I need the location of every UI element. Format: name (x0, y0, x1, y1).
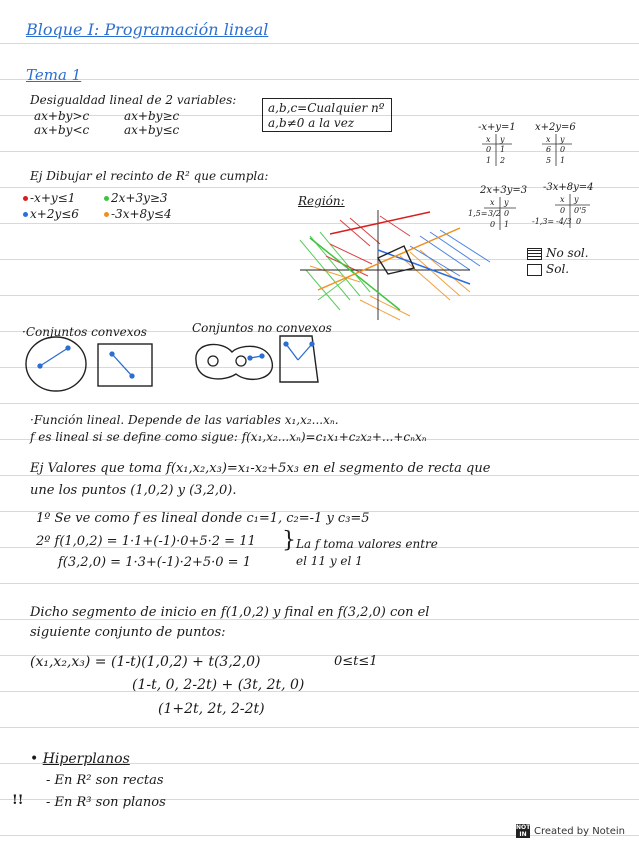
ejemplo2-line-1: Ej Valores que toma f(x₁,x₂,x₃)=x₁-x₂+5x₃ en el segmento de recta que (30, 461, 491, 476)
convex-circle (26, 337, 86, 391)
table-head-x: x (560, 195, 565, 204)
form-2: ax+by≥c (124, 109, 180, 123)
funcion-line-2: f es lineal si se define como sigue: f(x₁,x₂...xₙ)=c₁x₁+c₂x₂+...+cₙxₙ (30, 430, 427, 444)
table-cell: 0 (504, 209, 510, 218)
region-label: Región: (298, 194, 345, 208)
condition-line-1: a,b,c=Cualquier nº (268, 101, 385, 115)
ejemplo2-nota-1: La f toma valores entre (296, 537, 438, 551)
table-cell: -4/3 (556, 217, 572, 226)
form-4: ax+by≤c (124, 123, 180, 137)
table-head-y: y (574, 195, 579, 204)
table-cell: 5 (546, 156, 552, 165)
table-cell: 0'5 (574, 206, 587, 215)
ineq-blue: x+2y≤6 (30, 207, 79, 221)
ejemplo2-line-2: une los puntos (1,0,2) y (3,2,0). (30, 483, 237, 498)
ineq-red: -x+y≤1 (30, 191, 76, 205)
footer (516, 824, 625, 838)
segmento-eq-1: (x₁,x₂,x₃) = (1-t)(1,0,2) + t(3,2,0) (30, 654, 261, 670)
table-head-x: x (486, 135, 491, 144)
brace-icon: } (282, 528, 296, 553)
table-cell: 1 (500, 145, 506, 154)
form-3: ax+by<c (34, 123, 90, 137)
footer-text: Created by Notein (534, 825, 625, 837)
table-prefix: 1,5= (468, 209, 488, 218)
table-cell: 6 (546, 145, 552, 154)
legend-nosol: No sol. (546, 246, 589, 260)
ineq-orange: -3x+8y≤4 (111, 207, 172, 221)
ineq-green: 2x+3y≥3 (111, 191, 168, 205)
legend-sol: Sol. (546, 262, 570, 276)
convex-square (98, 344, 152, 386)
segmento-cond: 0≤t≤1 (334, 654, 378, 669)
table-title: -x+y=1 (478, 122, 516, 133)
table-cell: 1 (504, 220, 510, 229)
hiperplanos-title-text: Hiperplanos (42, 751, 130, 767)
no-convexos-label: Conjuntos no convexos (192, 321, 332, 335)
table-title: 2x+3y=3 (480, 185, 528, 196)
table-title: x+2y=6 (535, 122, 576, 133)
segmento-eq-3: (1+2t, 2t, 2-2t) (158, 701, 265, 717)
table-head-y: y (560, 135, 565, 144)
table-head-y: y (500, 135, 505, 144)
table-cell: 0 (560, 145, 566, 154)
table-cell: 1 (486, 156, 492, 165)
form-1: ax+by>c (34, 109, 90, 123)
hiperplanos-line-1: - En R² son rectas (46, 773, 164, 788)
table-cell: 0 (486, 145, 492, 154)
table-cell: 1 (560, 156, 566, 165)
table-prefix: -1,3= (532, 217, 555, 226)
ejemplo2-paso1: 1º Se ve como f es lineal donde c₁=1, c₂=-1 y c₃=5 (36, 511, 370, 526)
tema-heading: Tema 1 (26, 66, 82, 84)
ejemplo2-paso2a: 2º f(1,0,2) = 1·1+(-1)·0+5·2 = 11 (36, 534, 256, 549)
table-cell: 0 (576, 217, 582, 226)
condition-line-2: a,b≠0 a la vez (268, 116, 355, 130)
ejemplo1-heading: Ej Dibujar el recinto de R² que cumpla: (30, 169, 269, 183)
table-head-x: x (546, 135, 551, 144)
table-cell: 0 (490, 220, 496, 229)
segmento-line-1: Dicho segmento de inicio en f(1,0,2) y final en f(3,2,0) con el (30, 605, 430, 620)
table-title: -3x+8y=4 (543, 182, 594, 193)
notein-logo: NOTE IN (516, 824, 535, 838)
convexos-label: ·Conjuntos convexos (22, 325, 147, 339)
nonconvex-blob (196, 344, 272, 379)
hiperplanos-title: • Hiperplanos (30, 751, 130, 767)
table-head-x: x (490, 198, 495, 207)
hiperplanos-line-2: - En R³ son planos (46, 795, 166, 810)
table-cell: 0 (560, 206, 566, 215)
ejemplo2-nota-2: el 11 y el 1 (296, 554, 363, 568)
table-cell: 2 (500, 156, 506, 165)
segmento-eq-2: (1-t, 0, 2-2t) + (3t, 2t, 0) (132, 677, 305, 693)
segmento-line-2: siguiente conjunto de puntos: (30, 625, 226, 640)
ejemplo2-paso2b: f(3,2,0) = 1·3+(-1)·2+5·0 = 1 (58, 555, 251, 570)
funcion-line-1: ·Función lineal. Depende de las variables x₁,x₂...xₙ. (30, 413, 339, 427)
table-head-y: y (504, 198, 509, 207)
desigualdad-heading: Desigualdad lineal de 2 variables: (30, 93, 237, 107)
page-title: Bloque I: Programación lineal (26, 20, 269, 39)
table-cell: 3/2 (488, 209, 501, 218)
warning-mark: !! (12, 793, 24, 808)
